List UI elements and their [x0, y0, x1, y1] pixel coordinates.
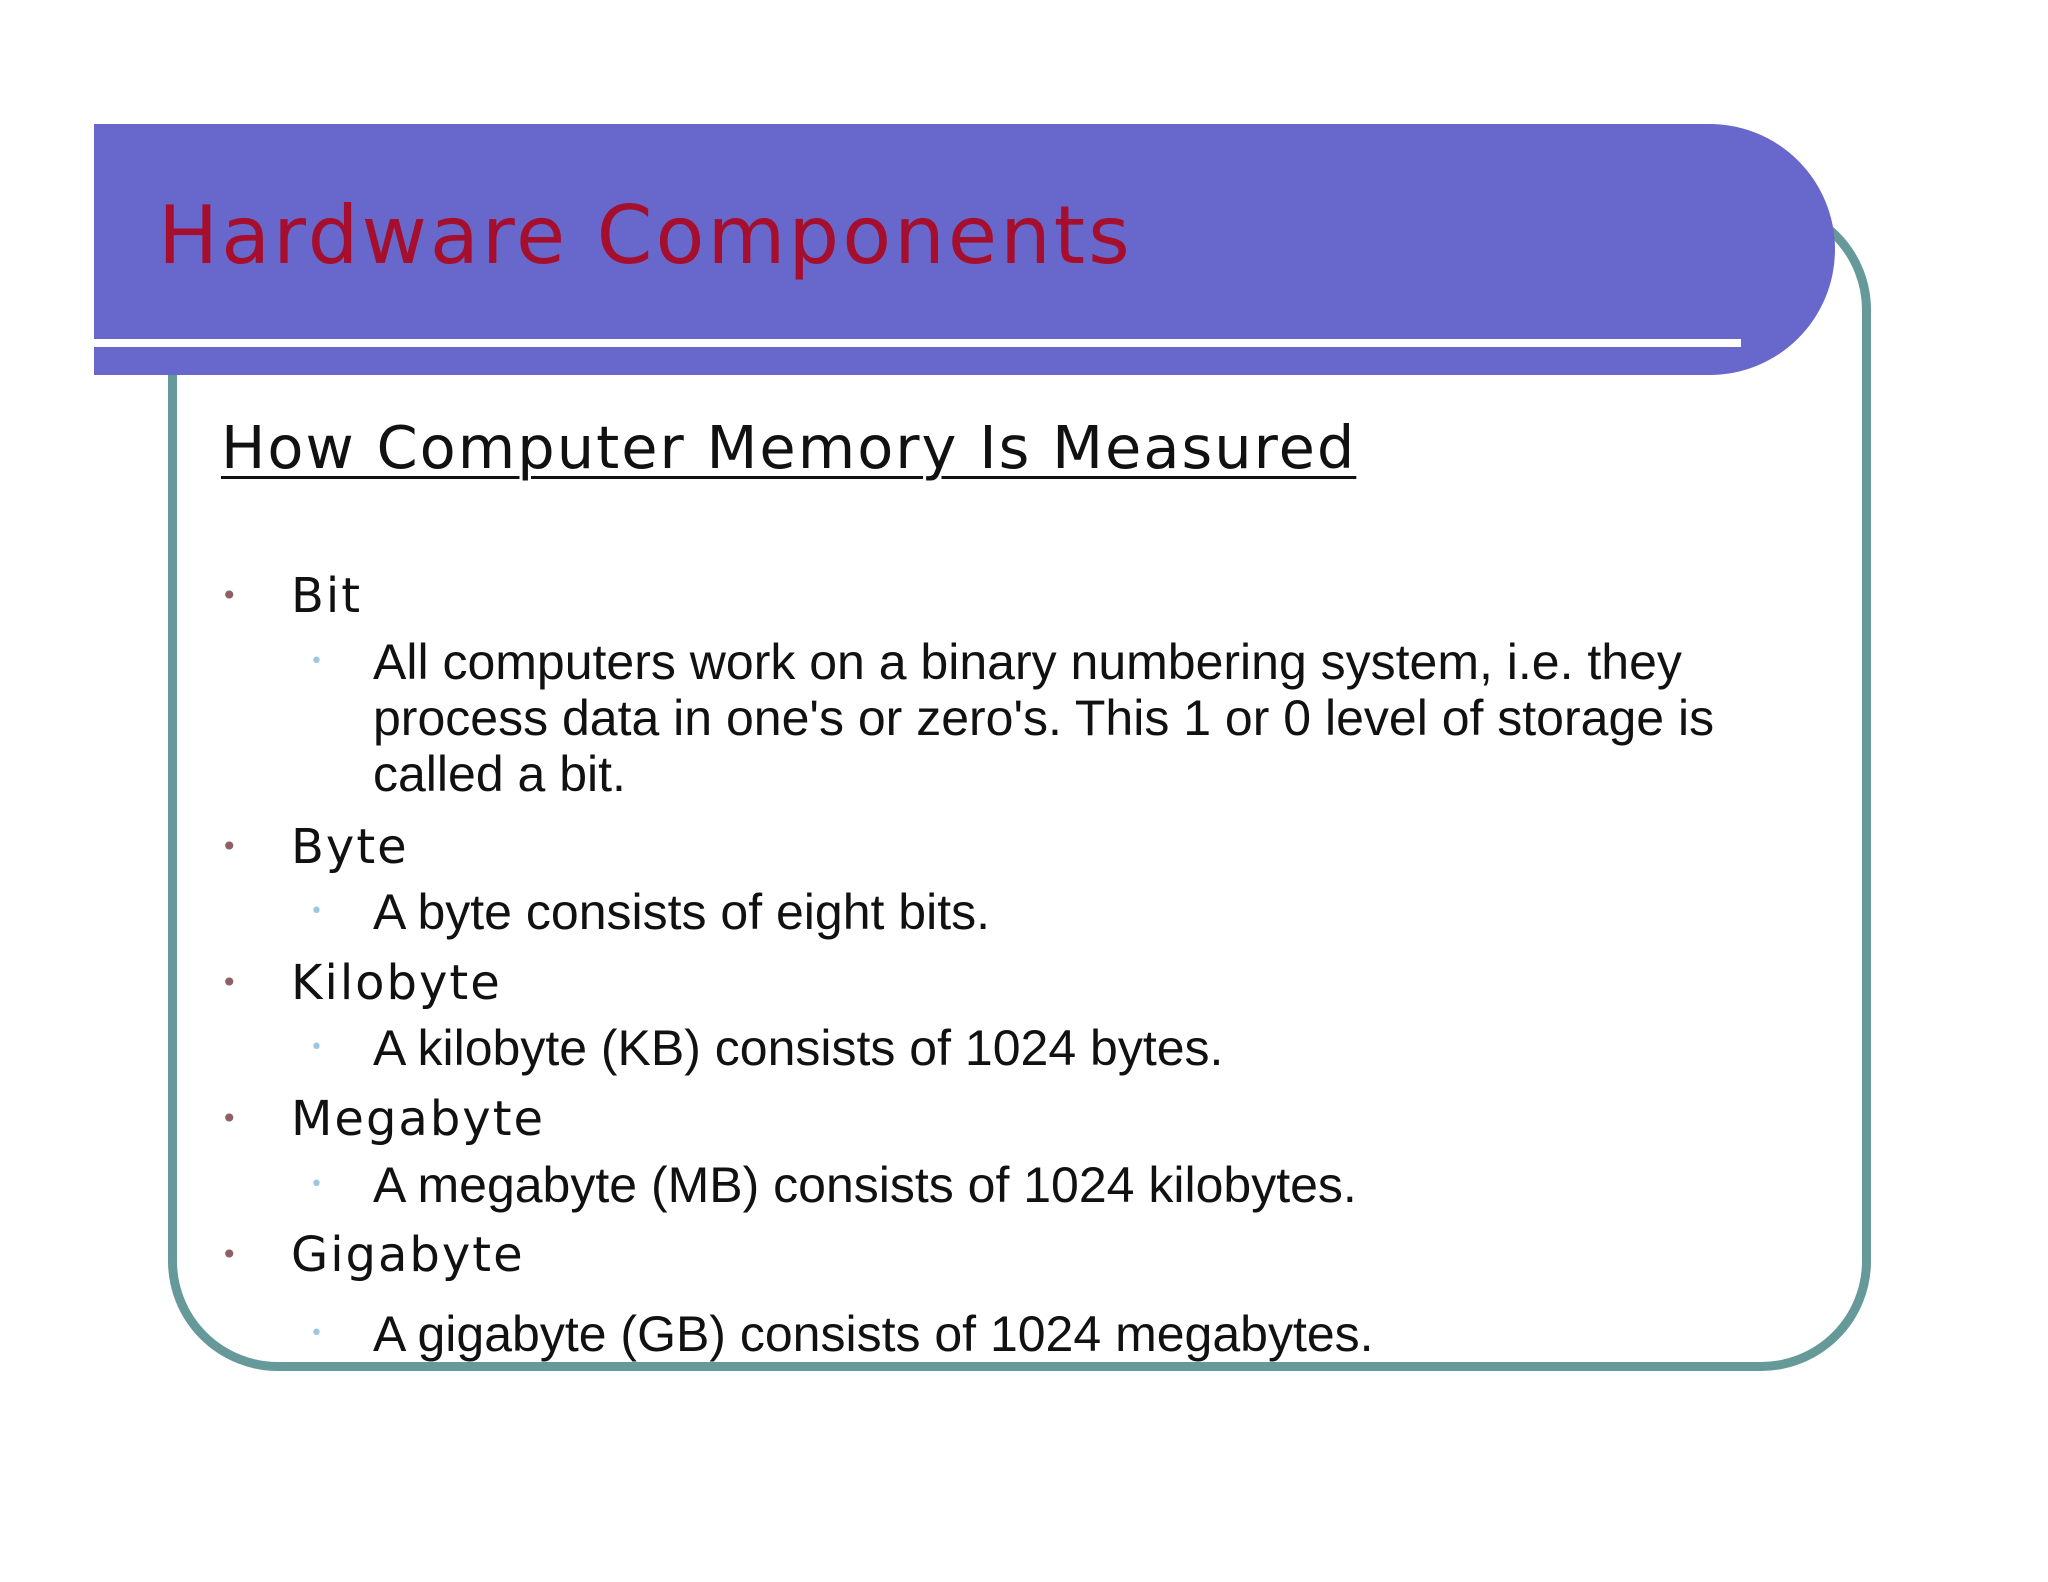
description-text: A kilobyte (KB) consists of 1024 bytes.	[373, 1020, 1224, 1076]
bullet-icon: •	[221, 830, 238, 863]
bullet-icon: •	[221, 966, 238, 999]
bullet-icon: •	[221, 1238, 238, 1271]
sub-bullet-icon: •	[310, 899, 323, 924]
sub-item-gigabyte	[310, 1306, 1843, 1362]
sub-item-bit	[310, 634, 1843, 802]
description-text: All computers work on a binary numbering system, i.e. they process data in one's or zero's. This 1 or 0 level of storage is called a bit.	[373, 634, 1715, 802]
list-item-megabyte	[221, 1089, 545, 1149]
sub-bullet-icon: •	[310, 1321, 323, 1346]
description-text: A megabyte (MB) consists of 1024 kilobytes.	[373, 1157, 1357, 1213]
slide-title: Hardware Components	[158, 189, 1133, 282]
sub-bullet-icon: •	[310, 649, 323, 674]
term-label: Bit	[291, 568, 363, 624]
banner-divider	[94, 339, 1741, 347]
bullet-icon: •	[221, 1102, 238, 1135]
term-label: Byte	[291, 819, 409, 875]
slide-subtitle: How Computer Memory Is Measured	[221, 413, 1357, 482]
list-item-kilobyte	[221, 953, 502, 1013]
sub-bullet-icon: •	[310, 1035, 323, 1060]
sub-bullet-icon: •	[310, 1172, 323, 1197]
bullet-icon: •	[221, 579, 238, 612]
term-label: Gigabyte	[291, 1227, 525, 1283]
sub-item-byte	[310, 884, 1843, 940]
description-text: A byte consists of eight bits.	[373, 884, 990, 940]
list-item-bit	[221, 566, 362, 626]
sub-item-kilobyte	[310, 1020, 1843, 1076]
term-label: Megabyte	[291, 1091, 546, 1147]
sub-item-megabyte	[310, 1157, 1843, 1213]
term-label: Kilobyte	[291, 955, 502, 1011]
description-text: A gigabyte (GB) consists of 1024 megabytes.	[373, 1306, 1374, 1362]
list-item-byte	[221, 817, 409, 877]
list-item-gigabyte	[221, 1225, 525, 1285]
